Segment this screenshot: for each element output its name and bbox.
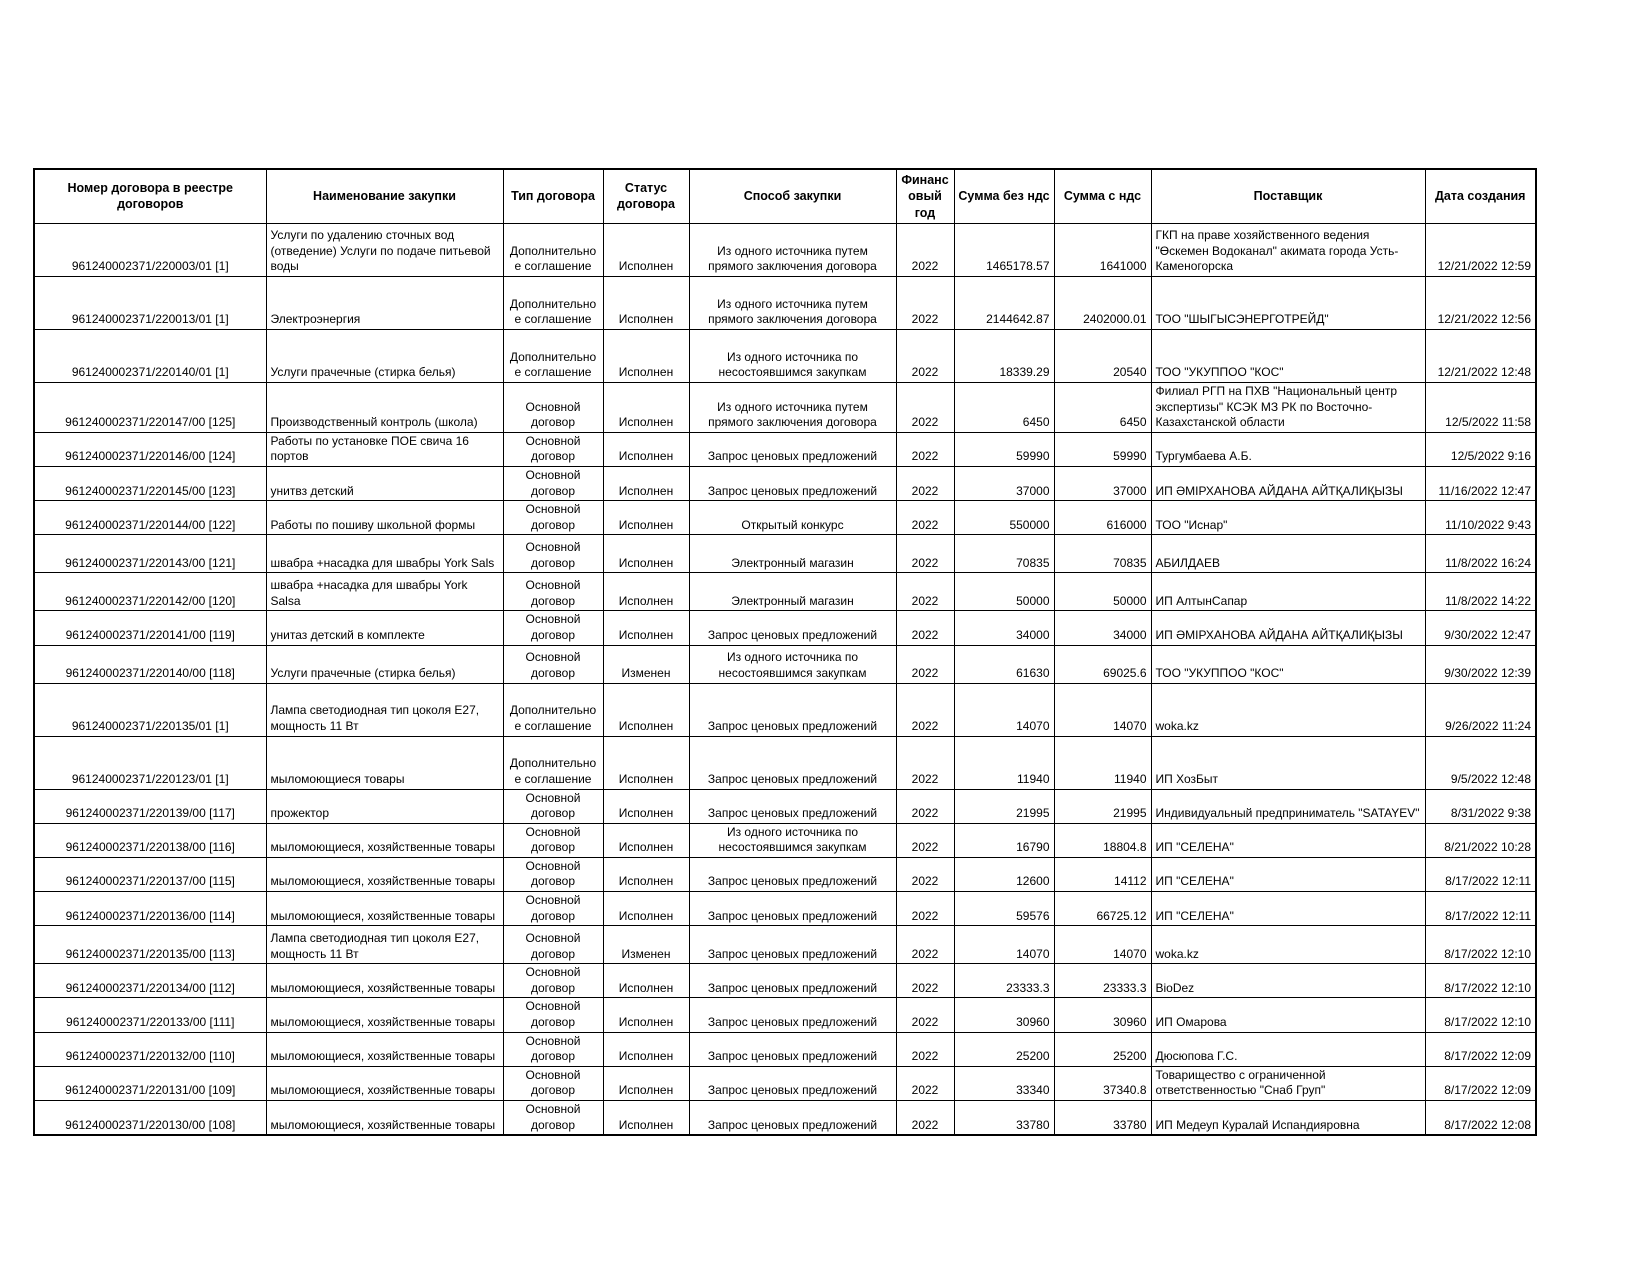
cell-method: Запрос ценовых предложений	[689, 736, 896, 789]
cell-created: 11/8/2022 14:22	[1425, 573, 1536, 611]
cell-sum-no-vat: 59990	[954, 432, 1054, 466]
cell-sum-vat: 69025.6	[1054, 645, 1151, 683]
cell-created: 12/21/2022 12:48	[1425, 329, 1536, 382]
cell-status: Исполнен	[603, 998, 689, 1032]
table-row	[34, 223, 1536, 276]
cell-number: 961240002371/220146/00 [124]	[34, 432, 266, 466]
cell-supplier: Дюсюпова Г.С.	[1151, 1032, 1425, 1066]
cell-supplier: ИП "СЕЛЕНА"	[1151, 857, 1425, 891]
cell-number: 961240002371/220132/00 [110]	[34, 1032, 266, 1066]
cell-sum-no-vat: 14070	[954, 683, 1054, 736]
cell-supplier: woka.kz	[1151, 926, 1425, 964]
column-header-sum-no-vat: Сумма без ндс	[954, 169, 1054, 223]
cell-method: Из одного источника путем прямого заключения договора	[689, 276, 896, 329]
cell-supplier: ИП ӘМІРХАНОВА АЙДАНА АЙТҚАЛИҚЫЗЫ	[1151, 466, 1425, 500]
cell-sum-vat: 21995	[1054, 789, 1151, 823]
cell-name: унитвз детский	[266, 466, 503, 500]
cell-status: Исполнен	[603, 329, 689, 382]
table-row	[34, 1101, 1536, 1136]
cell-sum-vat: 66725.12	[1054, 892, 1151, 926]
cell-sum-no-vat: 50000	[954, 573, 1054, 611]
column-header-year: Финансовый год	[896, 169, 954, 223]
cell-method: Запрос ценовых предложений	[689, 611, 896, 645]
cell-year: 2022	[896, 1066, 954, 1100]
cell-created: 8/17/2022 12:09	[1425, 1032, 1536, 1066]
cell-method: Электронный магазин	[689, 573, 896, 611]
cell-number: 961240002371/220140/01 [1]	[34, 329, 266, 382]
cell-created: 9/30/2022 12:39	[1425, 645, 1536, 683]
cell-year: 2022	[896, 998, 954, 1032]
cell-name: Производственный контроль (школа)	[266, 382, 503, 432]
cell-sum-no-vat: 33340	[954, 1066, 1054, 1100]
cell-type: Основной договор	[503, 611, 603, 645]
cell-status: Исполнен	[603, 501, 689, 535]
cell-created: 9/5/2022 12:48	[1425, 736, 1536, 789]
cell-type: Дополнительное соглашение	[503, 736, 603, 789]
cell-name: мыломоющиеся, хозяйственные товары	[266, 1101, 503, 1136]
cell-sum-vat: 23333.3	[1054, 964, 1151, 998]
column-header-method: Способ закупки	[689, 169, 896, 223]
cell-year: 2022	[896, 276, 954, 329]
cell-sum-vat: 33780	[1054, 1101, 1151, 1136]
cell-sum-vat: 1641000	[1054, 223, 1151, 276]
cell-year: 2022	[896, 645, 954, 683]
cell-status: Исполнен	[603, 466, 689, 500]
cell-number: 961240002371/220135/01 [1]	[34, 683, 266, 736]
cell-status: Исполнен	[603, 1101, 689, 1136]
cell-method: Запрос ценовых предложений	[689, 892, 896, 926]
header-row	[34, 169, 1536, 223]
cell-method: Запрос ценовых предложений	[689, 857, 896, 891]
cell-created: 8/17/2022 12:10	[1425, 926, 1536, 964]
table-row	[34, 1032, 1536, 1066]
cell-sum-no-vat: 37000	[954, 466, 1054, 500]
cell-status: Исполнен	[603, 683, 689, 736]
cell-created: 8/17/2022 12:11	[1425, 857, 1536, 891]
cell-year: 2022	[896, 1032, 954, 1066]
cell-name: Лампа светодиодная тип цоколя Е27, мощность 11 Вт	[266, 926, 503, 964]
column-header-type: Тип договора	[503, 169, 603, 223]
cell-sum-vat: 11940	[1054, 736, 1151, 789]
cell-status: Исполнен	[603, 736, 689, 789]
cell-type: Основной договор	[503, 926, 603, 964]
cell-type: Основной договор	[503, 998, 603, 1032]
cell-sum-vat: 18804.8	[1054, 823, 1151, 857]
cell-created: 8/17/2022 12:10	[1425, 998, 1536, 1032]
column-header-number: Номер договора в реестре договоров	[34, 169, 266, 223]
table-row	[34, 926, 1536, 964]
cell-created: 8/17/2022 12:09	[1425, 1066, 1536, 1100]
cell-supplier: ТОО "ШЫГЫСЭНЕРГОТРЕЙД"	[1151, 276, 1425, 329]
cell-sum-no-vat: 6450	[954, 382, 1054, 432]
cell-method: Из одного источника путем прямого заключения договора	[689, 223, 896, 276]
cell-method: Запрос ценовых предложений	[689, 926, 896, 964]
cell-supplier: ИП Медеуп Куралай Испандияровна	[1151, 1101, 1425, 1136]
cell-number: 961240002371/220139/00 [117]	[34, 789, 266, 823]
cell-method: Открытый конкурс	[689, 501, 896, 535]
cell-name: Работы по установке ПОЕ свича 16 портов	[266, 432, 503, 466]
cell-name: мыломоющиеся, хозяйственные товары	[266, 1066, 503, 1100]
cell-sum-no-vat: 550000	[954, 501, 1054, 535]
column-header-supplier: Поставщик	[1151, 169, 1425, 223]
cell-sum-vat: 70835	[1054, 535, 1151, 573]
cell-sum-no-vat: 23333.3	[954, 964, 1054, 998]
table-row	[34, 573, 1536, 611]
table-row	[34, 645, 1536, 683]
cell-type: Основной договор	[503, 432, 603, 466]
cell-status: Исполнен	[603, 432, 689, 466]
cell-method: Запрос ценовых предложений	[689, 1032, 896, 1066]
cell-created: 9/26/2022 11:24	[1425, 683, 1536, 736]
table-row	[34, 789, 1536, 823]
cell-year: 2022	[896, 736, 954, 789]
cell-year: 2022	[896, 823, 954, 857]
cell-sum-vat: 37340.8	[1054, 1066, 1151, 1100]
table-row	[34, 432, 1536, 466]
cell-sum-vat: 59990	[1054, 432, 1151, 466]
cell-type: Основной договор	[503, 501, 603, 535]
cell-method: Из одного источника по несостоявшимся закупкам	[689, 329, 896, 382]
cell-name: мыломоющиеся, хозяйственные товары	[266, 998, 503, 1032]
cell-year: 2022	[896, 789, 954, 823]
cell-year: 2022	[896, 611, 954, 645]
cell-number: 961240002371/220135/00 [113]	[34, 926, 266, 964]
table-row	[34, 998, 1536, 1032]
column-header-name: Наименование закупки	[266, 169, 503, 223]
cell-supplier: ИП АлтынСапар	[1151, 573, 1425, 611]
cell-name: мыломоющиеся товары	[266, 736, 503, 789]
cell-sum-vat: 30960	[1054, 998, 1151, 1032]
cell-sum-no-vat: 14070	[954, 926, 1054, 964]
column-header-sum-vat: Сумма с ндс	[1054, 169, 1151, 223]
cell-sum-vat: 14070	[1054, 683, 1151, 736]
table-row	[34, 823, 1536, 857]
cell-sum-vat: 37000	[1054, 466, 1151, 500]
cell-created: 12/21/2022 12:59	[1425, 223, 1536, 276]
cell-status: Исполнен	[603, 892, 689, 926]
cell-sum-no-vat: 2144642.87	[954, 276, 1054, 329]
cell-type: Основной договор	[503, 535, 603, 573]
cell-sum-vat: 6450	[1054, 382, 1151, 432]
cell-status: Исполнен	[603, 535, 689, 573]
cell-year: 2022	[896, 382, 954, 432]
cell-year: 2022	[896, 573, 954, 611]
cell-supplier: ТОО "Иснар"	[1151, 501, 1425, 535]
cell-type: Основной договор	[503, 789, 603, 823]
cell-number: 961240002371/220140/00 [118]	[34, 645, 266, 683]
cell-sum-vat: 2402000.01	[1054, 276, 1151, 329]
cell-supplier: АБИЛДАЕВ	[1151, 535, 1425, 573]
cell-sum-no-vat: 33780	[954, 1101, 1054, 1136]
cell-created: 12/5/2022 9:16	[1425, 432, 1536, 466]
cell-supplier: BioDez	[1151, 964, 1425, 998]
cell-type: Основной договор	[503, 964, 603, 998]
cell-supplier: woka.kz	[1151, 683, 1425, 736]
cell-type: Основной договор	[503, 1101, 603, 1136]
cell-created: 8/21/2022 10:28	[1425, 823, 1536, 857]
cell-year: 2022	[896, 223, 954, 276]
cell-method: Из одного источника по несостоявшимся закупкам	[689, 645, 896, 683]
cell-name: Услуги по удалению сточных вод (отведение) Услуги по подаче питьевой воды	[266, 223, 503, 276]
table-row	[34, 276, 1536, 329]
cell-name: Услуги прачечные (стирка белья)	[266, 329, 503, 382]
cell-sum-no-vat: 16790	[954, 823, 1054, 857]
cell-sum-no-vat: 34000	[954, 611, 1054, 645]
cell-number: 961240002371/220013/01 [1]	[34, 276, 266, 329]
cell-supplier: ТОО "УКУППОО "КОС"	[1151, 329, 1425, 382]
cell-created: 8/17/2022 12:11	[1425, 892, 1536, 926]
cell-created: 11/8/2022 16:24	[1425, 535, 1536, 573]
cell-number: 961240002371/220134/00 [112]	[34, 964, 266, 998]
cell-sum-no-vat: 1465178.57	[954, 223, 1054, 276]
cell-created: 8/31/2022 9:38	[1425, 789, 1536, 823]
cell-type: Основной договор	[503, 645, 603, 683]
cell-name: унитаз детский в комплекте	[266, 611, 503, 645]
cell-number: 961240002371/220136/00 [114]	[34, 892, 266, 926]
cell-created: 11/16/2022 12:47	[1425, 466, 1536, 500]
cell-type: Основной договор	[503, 573, 603, 611]
cell-status: Исполнен	[603, 857, 689, 891]
cell-number: 961240002371/220145/00 [123]	[34, 466, 266, 500]
cell-year: 2022	[896, 466, 954, 500]
cell-name: мыломоющиеся, хозяйственные товары	[266, 964, 503, 998]
cell-number: 961240002371/220130/00 [108]	[34, 1101, 266, 1136]
cell-status: Исполнен	[603, 382, 689, 432]
cell-method: Из одного источника путем прямого заключения договора	[689, 382, 896, 432]
cell-name: Лампа светодиодная тип цоколя Е27, мощность 11 Вт	[266, 683, 503, 736]
cell-sum-vat: 34000	[1054, 611, 1151, 645]
cell-created: 12/5/2022 11:58	[1425, 382, 1536, 432]
cell-status: Исполнен	[603, 276, 689, 329]
cell-number: 961240002371/220147/00 [125]	[34, 382, 266, 432]
cell-supplier: ИП ХозБыт	[1151, 736, 1425, 789]
cell-method: Запрос ценовых предложений	[689, 789, 896, 823]
cell-year: 2022	[896, 535, 954, 573]
cell-name: Услуги прачечные (стирка белья)	[266, 645, 503, 683]
cell-year: 2022	[896, 432, 954, 466]
cell-created: 11/10/2022 9:43	[1425, 501, 1536, 535]
table-row	[34, 857, 1536, 891]
document-page	[33, 168, 1537, 1136]
cell-sum-no-vat: 30960	[954, 998, 1054, 1032]
cell-sum-vat: 14112	[1054, 857, 1151, 891]
cell-method: Из одного источника по несостоявшимся закупкам	[689, 823, 896, 857]
cell-status: Исполнен	[603, 573, 689, 611]
column-header-created: Дата создания	[1425, 169, 1536, 223]
table-row	[34, 892, 1536, 926]
table-row	[34, 466, 1536, 500]
cell-type: Дополнительное соглашение	[503, 276, 603, 329]
cell-method: Запрос ценовых предложений	[689, 998, 896, 1032]
cell-sum-vat: 25200	[1054, 1032, 1151, 1066]
cell-number: 961240002371/220131/00 [109]	[34, 1066, 266, 1100]
cell-sum-vat: 50000	[1054, 573, 1151, 611]
cell-sum-vat: 14070	[1054, 926, 1151, 964]
table-row	[34, 1066, 1536, 1100]
cell-name: мыломоющиеся, хозяйственные товары	[266, 857, 503, 891]
cell-type: Основной договор	[503, 466, 603, 500]
cell-status: Исполнен	[603, 611, 689, 645]
cell-created: 8/17/2022 12:08	[1425, 1101, 1536, 1136]
cell-name: прожектор	[266, 789, 503, 823]
cell-created: 12/21/2022 12:56	[1425, 276, 1536, 329]
table-row	[34, 501, 1536, 535]
cell-sum-no-vat: 11940	[954, 736, 1054, 789]
cell-type: Основной договор	[503, 1032, 603, 1066]
cell-type: Основной договор	[503, 823, 603, 857]
table-row	[34, 382, 1536, 432]
cell-status: Исполнен	[603, 789, 689, 823]
cell-year: 2022	[896, 683, 954, 736]
cell-type: Основной договор	[503, 892, 603, 926]
cell-name: Работы по пошиву школьной формы	[266, 501, 503, 535]
cell-number: 961240002371/220144/00 [122]	[34, 501, 266, 535]
cell-name: мыломоющиеся, хозяйственные товары	[266, 1032, 503, 1066]
cell-status: Изменен	[603, 926, 689, 964]
cell-sum-no-vat: 59576	[954, 892, 1054, 926]
table-row	[34, 964, 1536, 998]
cell-number: 961240002371/220123/01 [1]	[34, 736, 266, 789]
cell-supplier: ИП "СЕЛЕНА"	[1151, 823, 1425, 857]
cell-method: Запрос ценовых предложений	[689, 466, 896, 500]
cell-year: 2022	[896, 892, 954, 926]
cell-status: Исполнен	[603, 1066, 689, 1100]
cell-type: Основной договор	[503, 382, 603, 432]
cell-supplier: ИП Омарова	[1151, 998, 1425, 1032]
table-row	[34, 736, 1536, 789]
table-row	[34, 535, 1536, 573]
cell-year: 2022	[896, 1101, 954, 1136]
cell-status: Исполнен	[603, 964, 689, 998]
cell-created: 9/30/2022 12:47	[1425, 611, 1536, 645]
cell-type: Основной договор	[503, 857, 603, 891]
cell-supplier: ТОО "УКУППОО "КОС"	[1151, 645, 1425, 683]
cell-number: 961240002371/220137/00 [115]	[34, 857, 266, 891]
cell-type: Дополнительное соглашение	[503, 223, 603, 276]
cell-sum-no-vat: 12600	[954, 857, 1054, 891]
cell-sum-vat: 616000	[1054, 501, 1151, 535]
cell-supplier: Индивидуальный предприниматель "SATAYEV"	[1151, 789, 1425, 823]
cell-supplier: ИП ӘМІРХАНОВА АЙДАНА АЙТҚАЛИҚЫЗЫ	[1151, 611, 1425, 645]
cell-sum-no-vat: 61630	[954, 645, 1054, 683]
cell-year: 2022	[896, 501, 954, 535]
cell-supplier: Филиал РГП на ПХВ "Национальный центр экспертизы" КСЭК МЗ РК по Восточно-Казахстанской области	[1151, 382, 1425, 432]
cell-name: мыломоющиеся, хозяйственные товары	[266, 823, 503, 857]
table-row	[34, 611, 1536, 645]
cell-status: Исполнен	[603, 823, 689, 857]
table-row	[34, 683, 1536, 736]
cell-status: Изменен	[603, 645, 689, 683]
cell-sum-no-vat: 25200	[954, 1032, 1054, 1066]
column-header-status: Статус договора	[603, 169, 689, 223]
cell-year: 2022	[896, 926, 954, 964]
cell-supplier: ГКП на праве хозяйственного ведения "Өскемен Водоканал" акимата города Усть-Каменогорска	[1151, 223, 1425, 276]
cell-number: 961240002371/220133/00 [111]	[34, 998, 266, 1032]
cell-sum-no-vat: 18339.29	[954, 329, 1054, 382]
cell-year: 2022	[896, 857, 954, 891]
cell-method: Запрос ценовых предложений	[689, 964, 896, 998]
cell-number: 961240002371/220003/01 [1]	[34, 223, 266, 276]
cell-type: Основной договор	[503, 1066, 603, 1100]
cell-name: швабра +насадка для швабры York Salsa	[266, 573, 503, 611]
table-header	[34, 169, 1536, 223]
cell-number: 961240002371/220142/00 [120]	[34, 573, 266, 611]
table-row	[34, 329, 1536, 382]
cell-type: Дополнительное соглашение	[503, 329, 603, 382]
cell-method: Запрос ценовых предложений	[689, 432, 896, 466]
cell-name: Электроэнергия	[266, 276, 503, 329]
cell-sum-no-vat: 21995	[954, 789, 1054, 823]
cell-number: 961240002371/220138/00 [116]	[34, 823, 266, 857]
cell-name: мыломоющиеся, хозяйственные товары	[266, 892, 503, 926]
cell-method: Запрос ценовых предложений	[689, 1101, 896, 1136]
cell-number: 961240002371/220141/00 [119]	[34, 611, 266, 645]
cell-number: 961240002371/220143/00 [121]	[34, 535, 266, 573]
cell-sum-vat: 20540	[1054, 329, 1151, 382]
contracts-table	[33, 168, 1537, 1136]
cell-type: Дополнительное соглашение	[503, 683, 603, 736]
cell-supplier: Товарищество с ограниченной ответственностью "Снаб Груп"	[1151, 1066, 1425, 1100]
cell-year: 2022	[896, 964, 954, 998]
cell-method: Запрос ценовых предложений	[689, 683, 896, 736]
cell-method: Электронный магазин	[689, 535, 896, 573]
cell-year: 2022	[896, 329, 954, 382]
cell-status: Исполнен	[603, 1032, 689, 1066]
cell-sum-no-vat: 70835	[954, 535, 1054, 573]
cell-name: швабра +насадка для швабры York Sals	[266, 535, 503, 573]
cell-status: Исполнен	[603, 223, 689, 276]
cell-supplier: ИП "СЕЛЕНА"	[1151, 892, 1425, 926]
cell-supplier: Тургумбаева А.Б.	[1151, 432, 1425, 466]
cell-method: Запрос ценовых предложений	[689, 1066, 896, 1100]
cell-created: 8/17/2022 12:10	[1425, 964, 1536, 998]
